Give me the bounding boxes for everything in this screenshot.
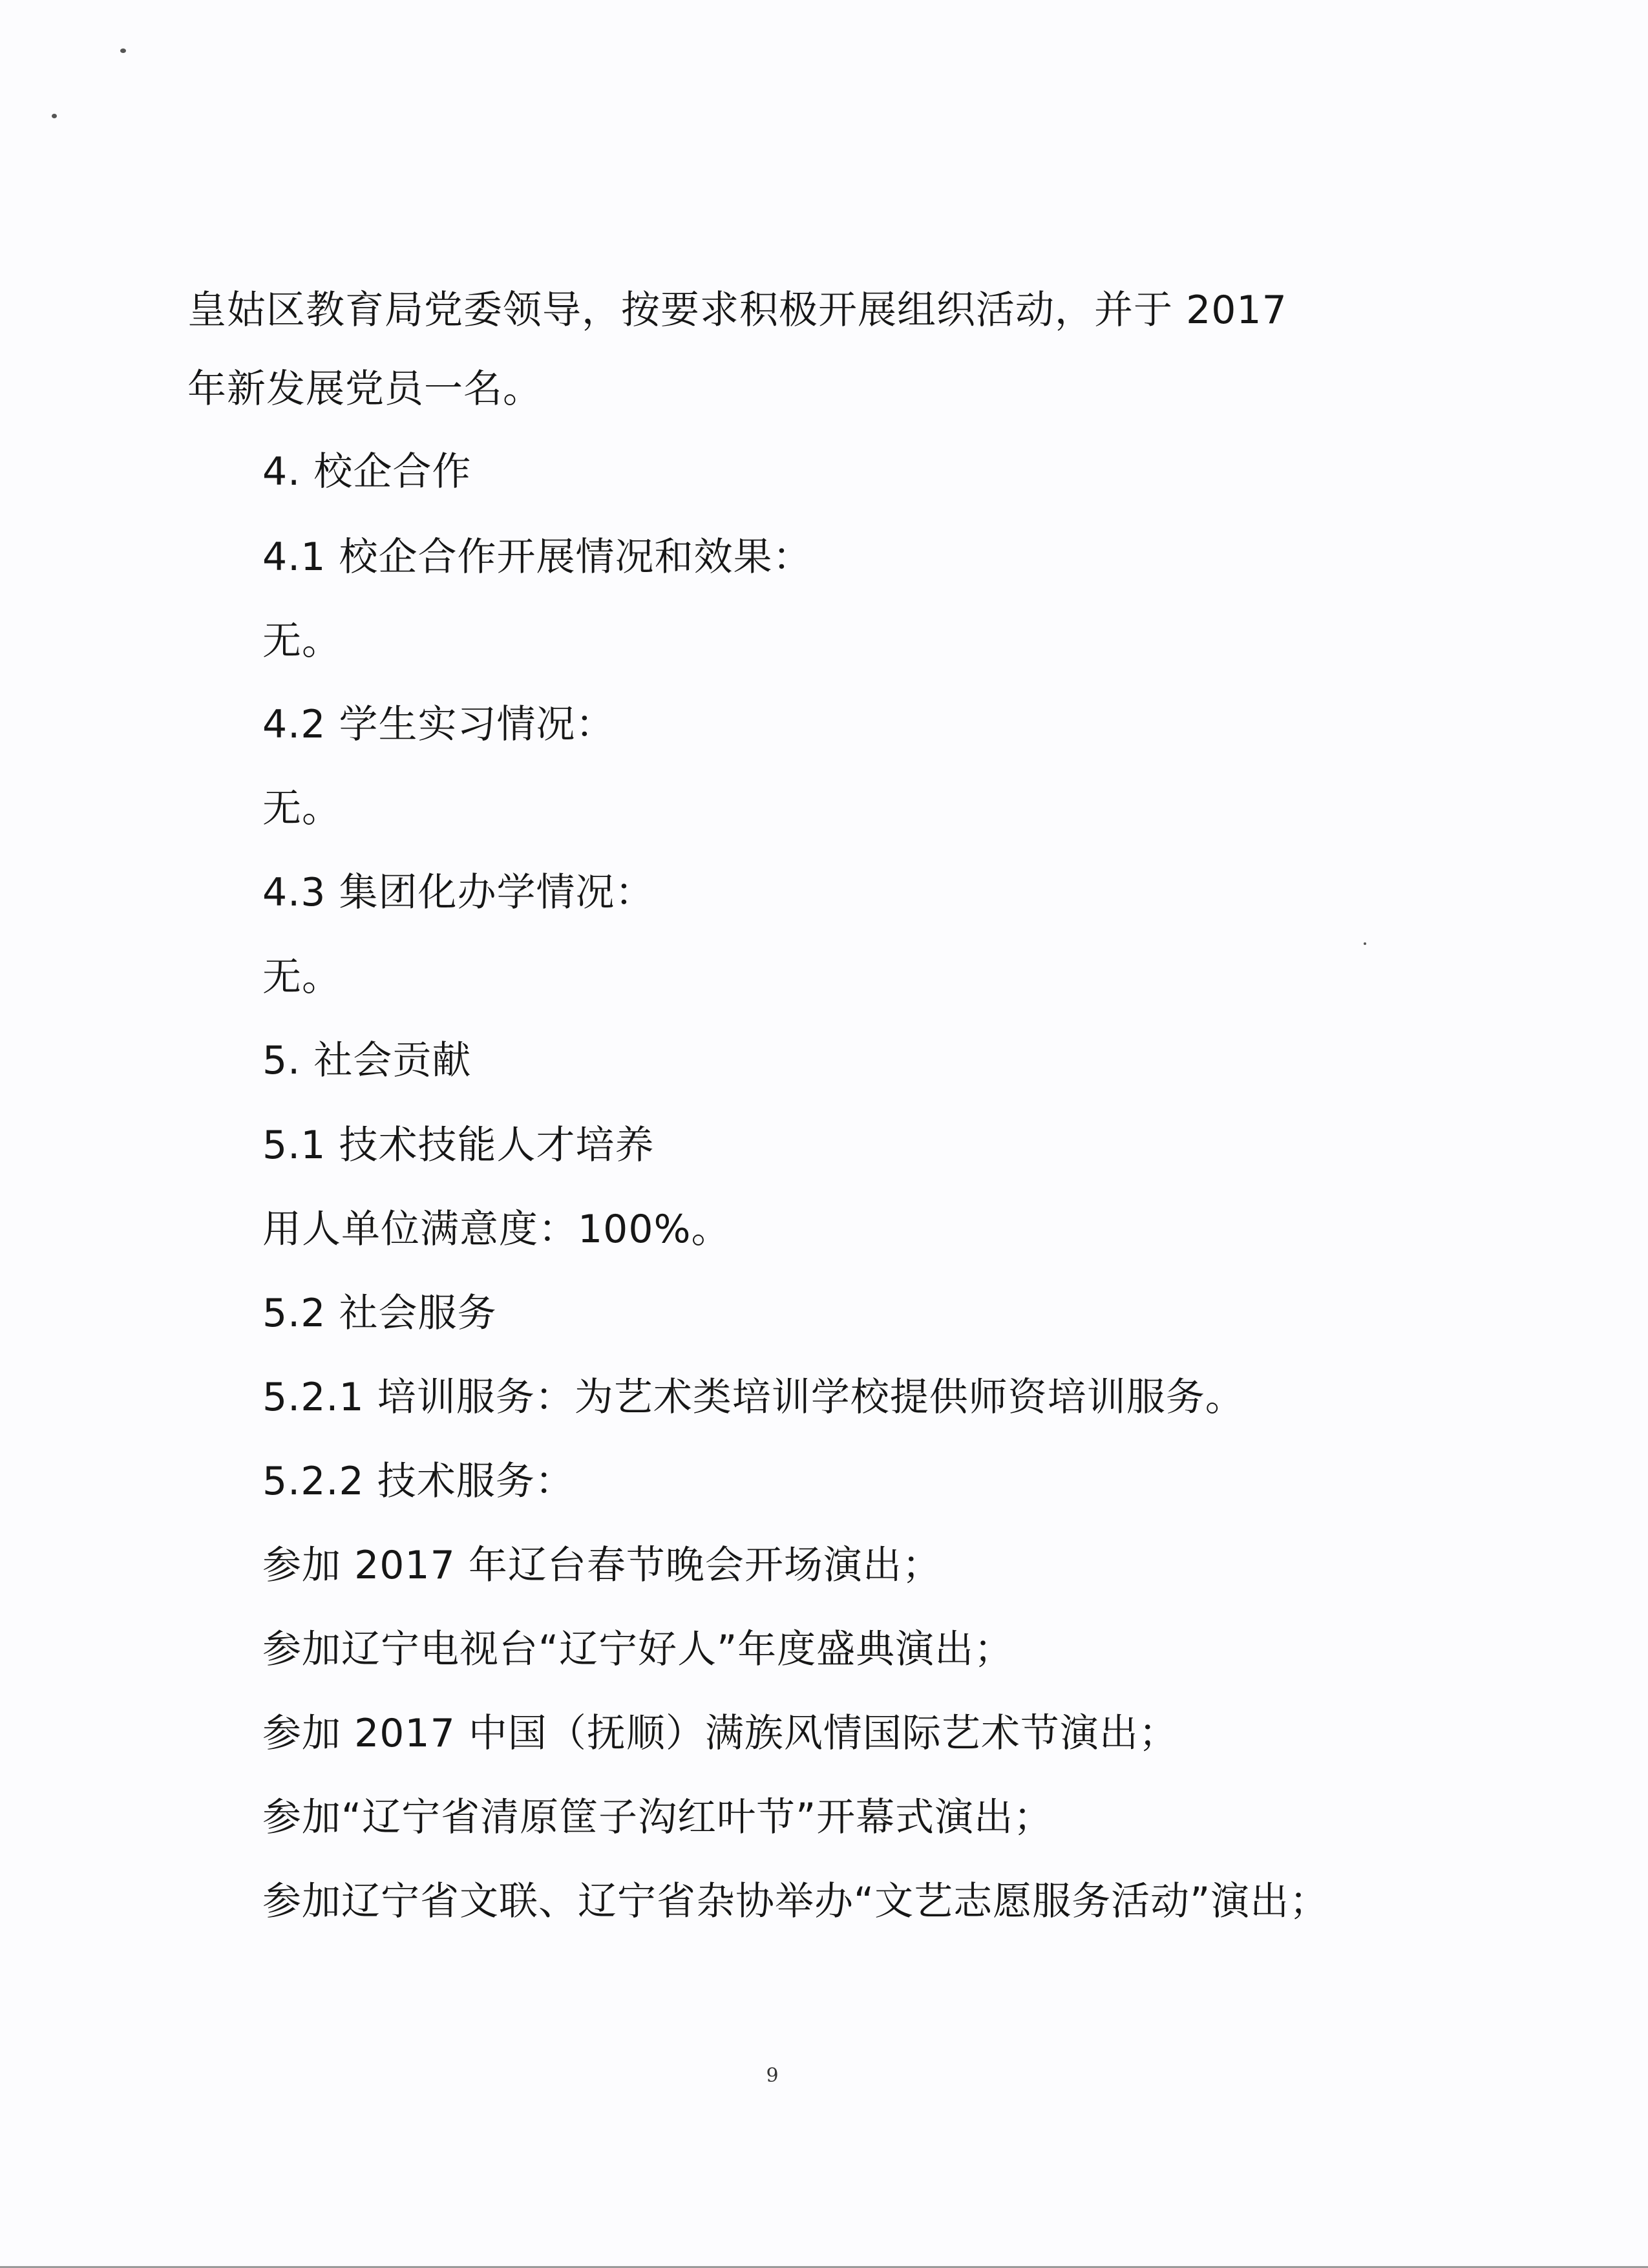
list-item: 参加“辽宁省清原筐子沟红叶节”开幕式演出； [262,1795,1053,1840]
page-number: 9 [766,2064,779,2087]
section-heading: 5. 社会贡献 [262,1038,472,1083]
scan-speck [52,114,57,118]
body-text-line: 皇姑区教育局党委领导，按要求积极开展组织活动，并于 2017 [187,288,1287,333]
scan-speck [120,48,126,53]
body-text-line: 无。 [262,786,341,831]
scan-speck [1364,942,1366,945]
list-item: 参加 2017 中国（抚顺）满族风情国际艺术节演出； [262,1711,1178,1756]
section-heading: 4. 校企合作 [262,449,472,494]
list-item: 参加辽宁省文联、辽宁省杂协举办“文艺志愿服务活动”演出； [262,1879,1329,1924]
subsection-heading: 5.1 技术技能人才培养 [262,1123,655,1168]
list-item: 参加 2017 年辽台春节晚会开场演出； [262,1543,942,1588]
list-item: 参加辽宁电视台“辽宁好人”年度盛典演出； [262,1627,1014,1672]
body-text-line: 无。 [262,955,341,1000]
body-text-line: 年新发展党员一名。 [187,366,542,412]
subsection-heading: 4.3 集团化办学情况： [262,870,655,915]
subsection-heading: 5.2 社会服务 [262,1291,497,1336]
body-text-line: 5.2.1 培训服务：为艺术类培训学校提供师资培训服务。 [262,1375,1245,1420]
body-text-line: 用人单位满意度：100%。 [262,1207,731,1252]
subsection-heading: 5.2.2 技术服务： [262,1459,575,1504]
subsection-heading: 4.2 学生实习情况： [262,702,615,747]
subsection-heading: 4.1 校企合作开展情况和效果： [262,535,812,580]
body-text-line: 无。 [262,619,341,664]
